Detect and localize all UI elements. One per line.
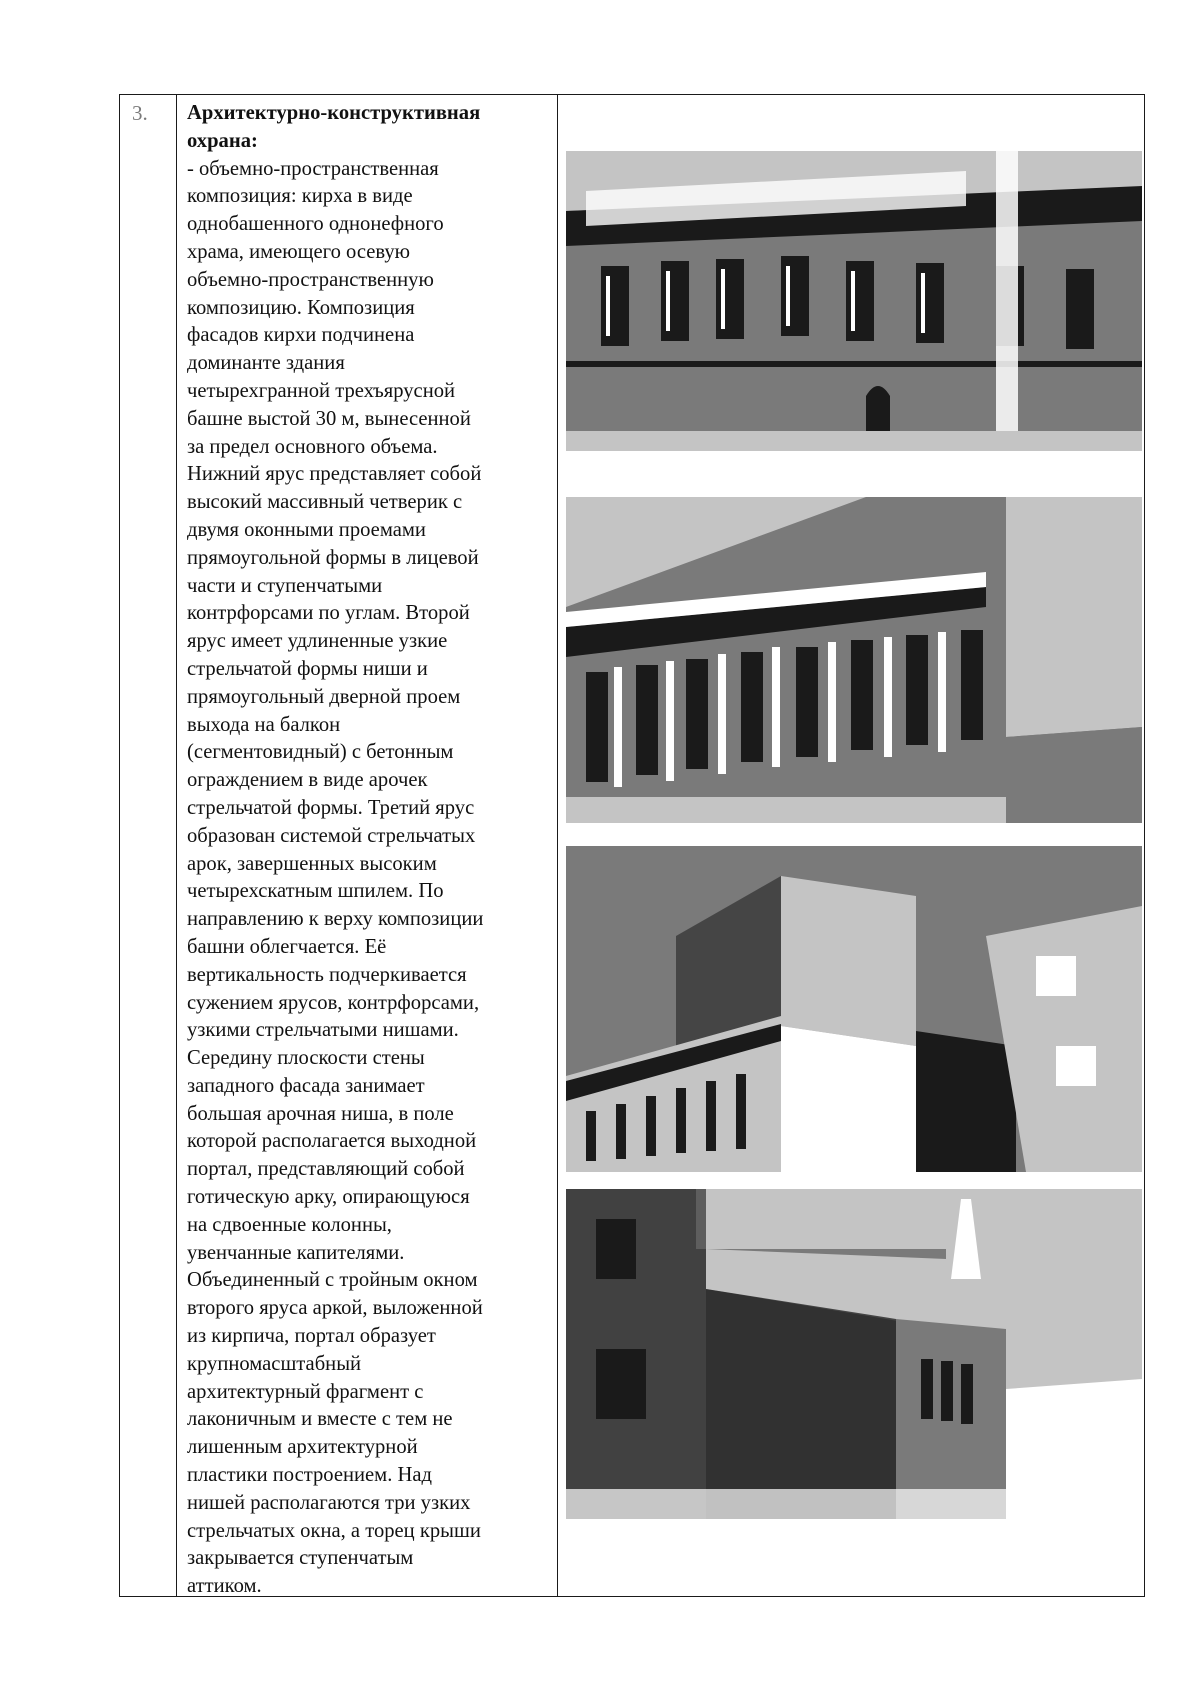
description-line: вертикальность подчеркивается xyxy=(187,963,467,986)
photo-church-side xyxy=(566,1189,1142,1519)
description-line: части и ступенчатыми xyxy=(187,574,383,597)
description-line: Середину плоскости стены xyxy=(187,1047,425,1070)
document-table xyxy=(119,94,1145,1597)
description-line: направлению к верху композиции xyxy=(187,908,484,931)
row-number: 3. xyxy=(132,101,148,125)
description-line: Объединенный с тройным окном xyxy=(187,1269,478,1292)
description-line: высокий массивный четверик с xyxy=(187,491,463,514)
column-divider-1 xyxy=(176,95,177,1596)
description-line: закрывается ступенчатым xyxy=(187,1547,414,1570)
description-line: (сегментовидный) с бетонным xyxy=(187,741,454,764)
description-line: пластики построением. Над xyxy=(187,1464,432,1487)
description-line: композиция: кирха в виде xyxy=(187,185,413,208)
description-line: двумя оконными проемами xyxy=(187,518,426,541)
description-line: четырехгранной трехъярусной xyxy=(187,379,456,402)
description-line: западного фасада занимает xyxy=(187,1074,425,1097)
description-line: ограждением в виде арочек xyxy=(187,769,428,792)
description-line: композицию. Композиция xyxy=(187,296,415,319)
description-line: стрельчатых окна, а торец крыши xyxy=(187,1519,481,1542)
description-line: прямоугольный дверной проем xyxy=(187,685,461,708)
description-cell xyxy=(187,100,553,1601)
description-line: большая арочная ниша, в поле xyxy=(187,1102,454,1125)
description-line: однобашенного однонефного xyxy=(187,213,444,236)
description-line: башне выстой 30 м, вынесенной xyxy=(187,407,471,430)
description-line: крупномасштабный xyxy=(187,1352,362,1375)
description-line: храма, имеющего осевую xyxy=(187,240,411,263)
description-line: портал, представляющий собой xyxy=(187,1158,465,1181)
heading-line: охрана: xyxy=(187,129,258,152)
description-line: из кирпича, портал образует xyxy=(187,1325,436,1348)
photo-church-facade xyxy=(566,151,1142,479)
description-line: образован системой стрельчатых xyxy=(187,824,476,847)
photo-church-tower xyxy=(566,846,1142,1172)
description-line: Нижний ярус представляет собой xyxy=(187,463,482,486)
description-line: - объемно-пространственная xyxy=(187,157,439,180)
description-line: которой располагается выходной xyxy=(187,1130,477,1153)
description-line: узкими стрельчатыми нишами. xyxy=(187,1019,459,1042)
description-line: выхода на балкон xyxy=(187,713,341,736)
description-line: ярус имеет удлиненные узкие xyxy=(187,630,448,653)
description-line: за предел основного объема. xyxy=(187,435,438,458)
description-line: башни облегчается. Её xyxy=(187,935,387,958)
description-line: четырехскатным шпилем. По xyxy=(187,880,444,903)
description-line: лаконичным и вместе с тем не xyxy=(187,1408,453,1431)
description-line: доминанте здания xyxy=(187,352,345,375)
description-line: аттиком. xyxy=(187,1575,262,1598)
description-text xyxy=(187,156,553,1601)
photo-church-arcade xyxy=(566,497,1142,823)
description-line: нишей располагаются три узких xyxy=(187,1491,471,1514)
description-line: стрельчатой формы. Третий ярус xyxy=(187,796,475,819)
description-line: прямоугольной формы в лицевой xyxy=(187,546,479,569)
description-line: лишенным архитектурной xyxy=(187,1436,418,1459)
description-line: арок, завершенных высоким xyxy=(187,852,437,875)
heading-line: Архитектурно-конструктивная xyxy=(187,102,481,124)
description-line: архитектурный фрагмент с xyxy=(187,1380,424,1403)
description-line: фасадов кирхи подчинена xyxy=(187,324,415,347)
description-line: контрфорсами по углам. Второй xyxy=(187,602,470,625)
description-line: стрельчатой формы ниши и xyxy=(187,657,428,680)
description-line: готическую арку, опирающуюся xyxy=(187,1186,470,1209)
description-line: увенчанные капителями. xyxy=(187,1241,405,1264)
description-line: сужением ярусов, контрфорсами, xyxy=(187,991,480,1014)
column-divider-2 xyxy=(557,95,558,1596)
section-heading xyxy=(187,100,553,156)
description-line: объемно-пространственную xyxy=(187,268,434,291)
description-line: второго яруса аркой, выложенной xyxy=(187,1297,483,1320)
description-line: на сдвоенные колонны, xyxy=(187,1213,392,1236)
